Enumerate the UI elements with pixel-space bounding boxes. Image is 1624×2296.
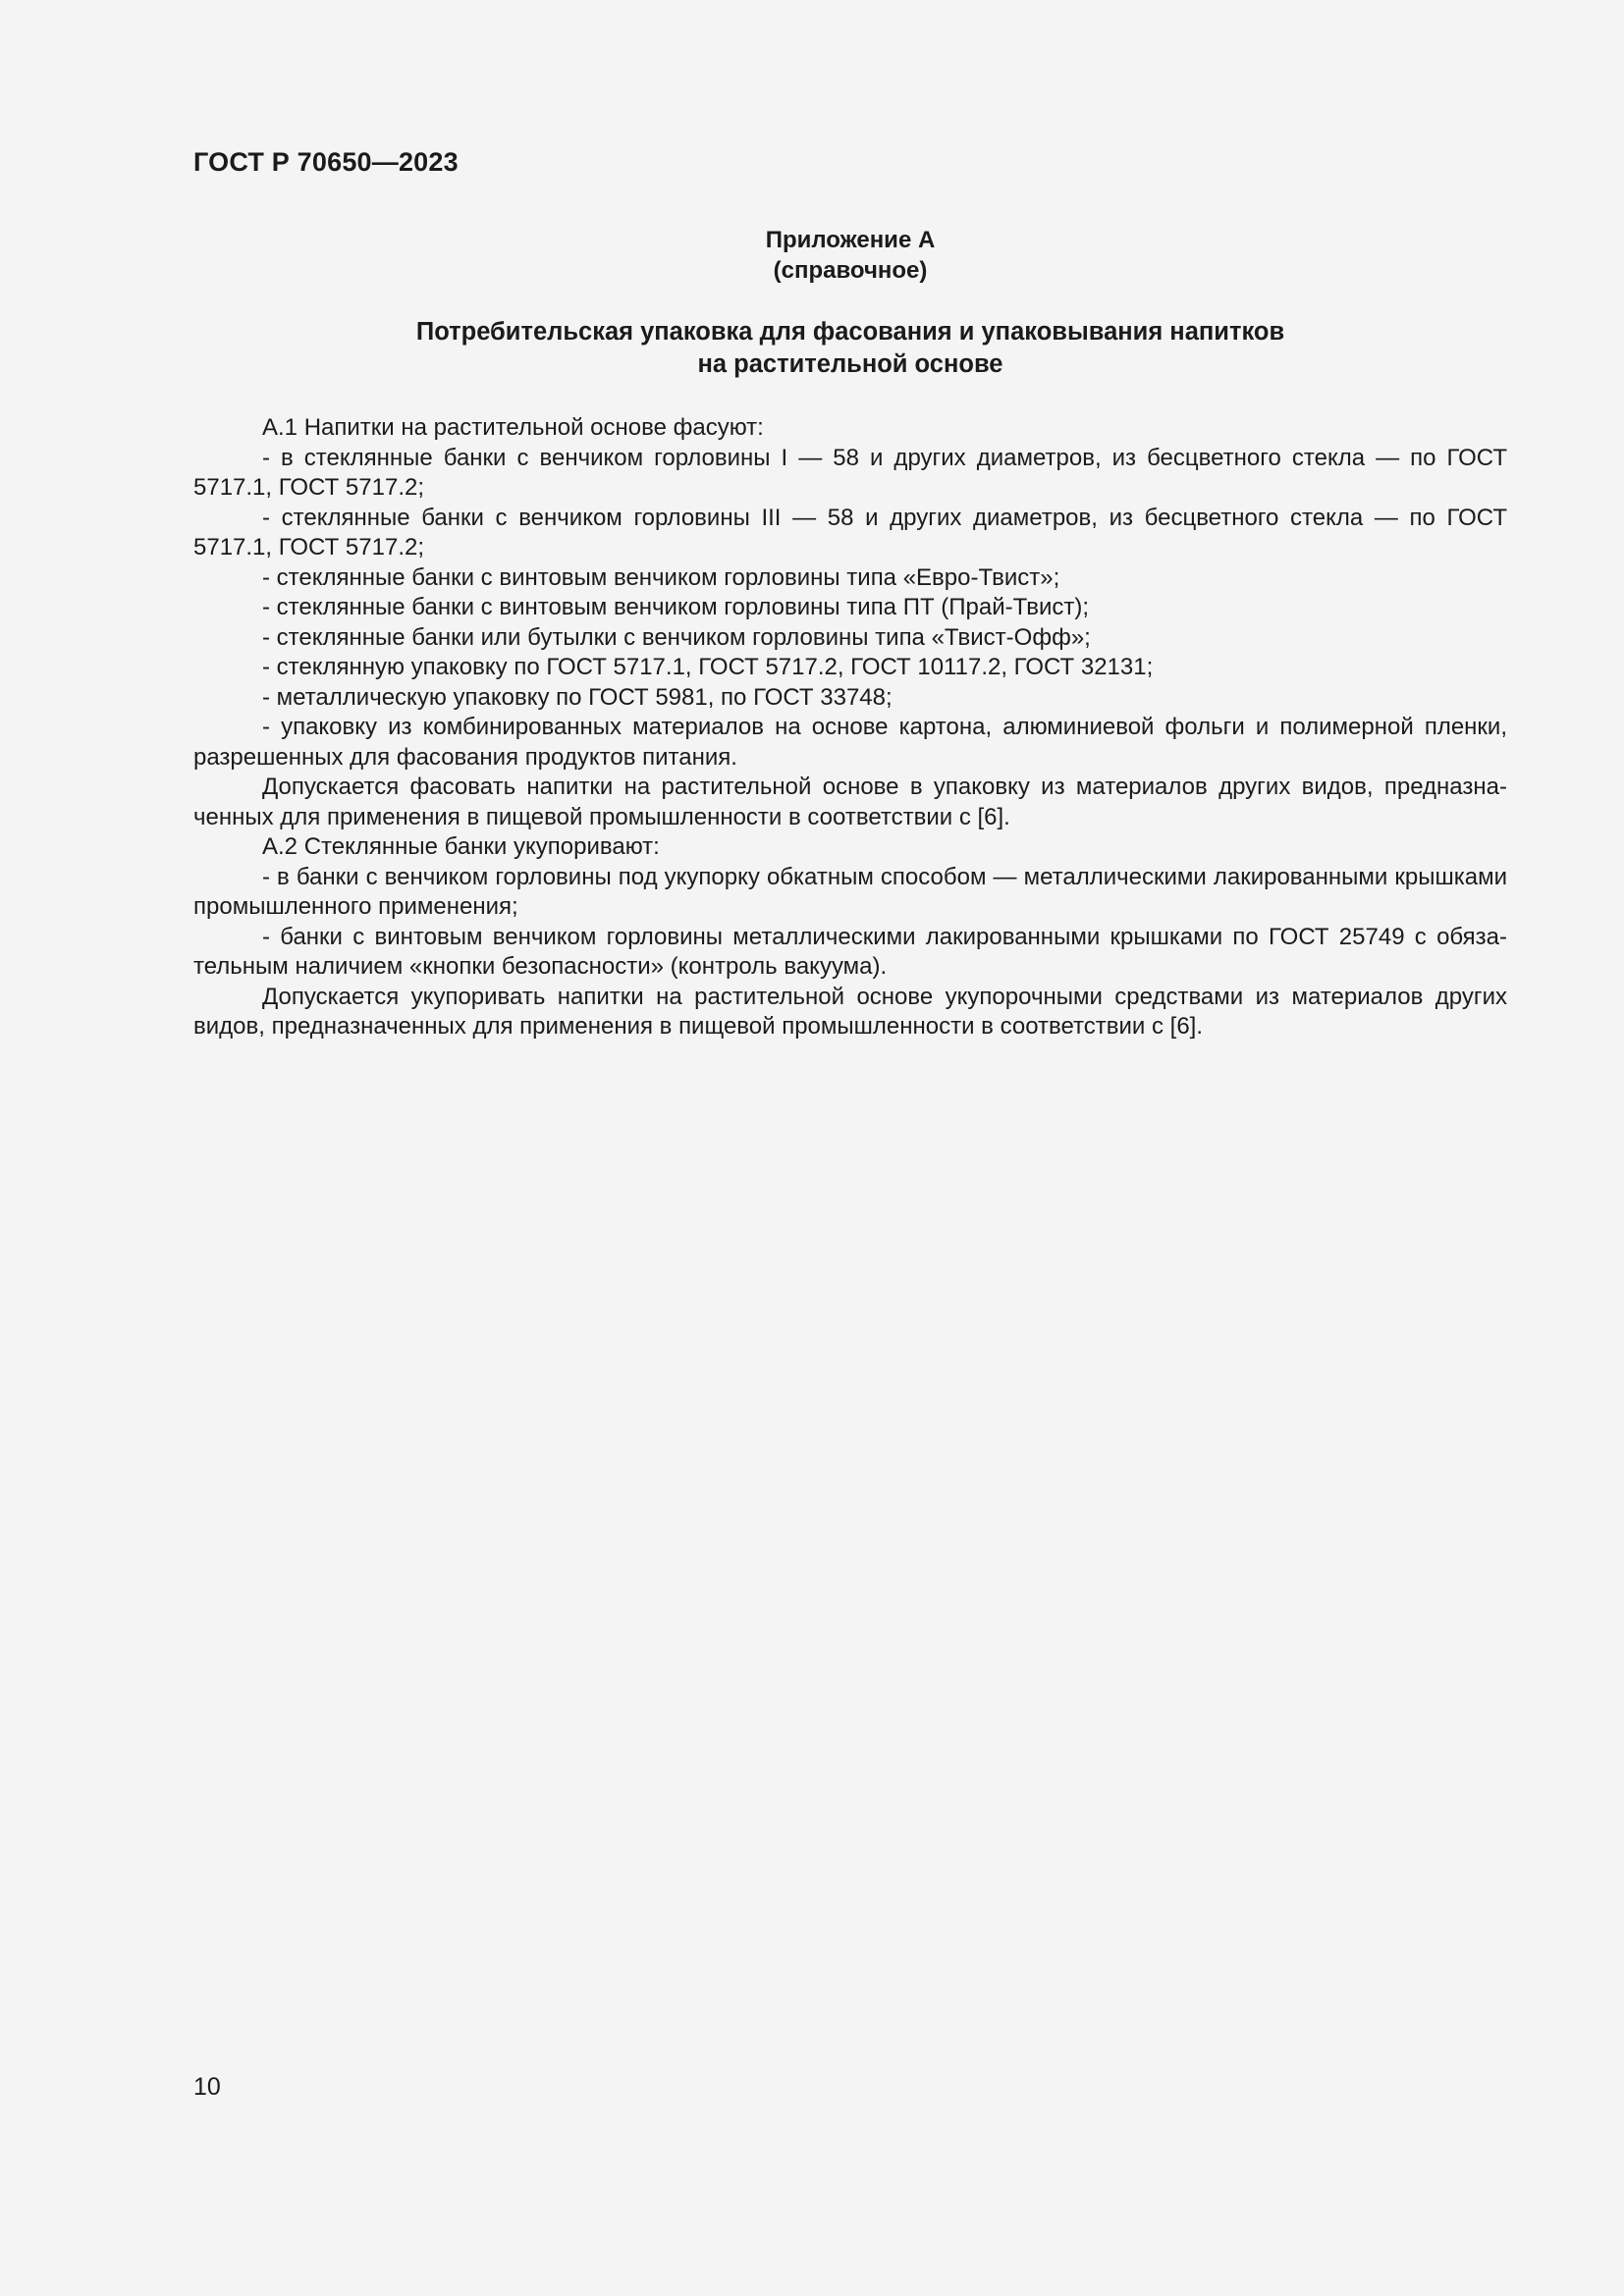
paragraph-a2-intro: А.2 Стеклянные банки укупоривают:	[262, 833, 660, 860]
appendix-type: (справочное)	[773, 257, 928, 284]
paragraph-allowance-sealing: Допускается укупоривать напитки на растительной основе укупорочными средствами из материалов других видов, предназначенных для применения в пищевой промышленности в соответствии с [6].	[193, 983, 1507, 1040]
paragraph-a1-intro: А.1 Напитки на растительной основе фасуют:	[262, 414, 764, 441]
page-number: 10	[193, 2073, 221, 2101]
appendix-heading	[193, 225, 1507, 286]
list-item: - в стеклянные банки с венчиком горловины I — 58 и других диаметров, из бесцветного стекла — по ГОСТ 5717.1, ГОСТ 5717.2;	[193, 444, 1507, 501]
paragraph-allowance-packing: Допускается фасовать напитки на растительной основе в упаковку из материалов других видов, предназначенных для применения в пищевой промышленности в соответствии с [6].	[193, 774, 1507, 830]
list-item: - стеклянные банки с венчиком горловины III — 58 и других диаметров, из бесцветного стекла — по ГОСТ 5717.1, ГОСТ 5717.2;	[193, 504, 1507, 561]
list-item: - стеклянные банки с винтовым венчиком горловины типа «Евро-Твист»;	[262, 563, 1060, 591]
list-item: - упаковку из комбинированных материалов на основе картона, алюминиевой фольги и полимерной пленки, разрешенных для фасования продуктов питания.	[193, 714, 1507, 771]
appendix-title-line1: Потребительская упаковка для фасования и упаковывания напитков	[415, 318, 1285, 346]
list-item: - стеклянные банки или бутылки с венчиком горловины типа «Твист-Офф»;	[262, 623, 1091, 651]
appendix-label: Приложение А	[765, 227, 936, 253]
appendix-title	[193, 316, 1507, 381]
list-item: - в банки с венчиком горловины под укупорку обкатным способом — металлическими лакированными крышками промышленного применения;	[193, 863, 1507, 920]
standard-code: ГОСТ Р 70650—2023	[193, 147, 459, 177]
body-text	[193, 413, 1507, 1042]
list-item: - стеклянную упаковку по ГОСТ 5717.1, ГОСТ 5717.2, ГОСТ 10117.2, ГОСТ 32131;	[262, 654, 1154, 680]
appendix-title-line2: на растительной основе	[697, 350, 1003, 378]
list-item: - банки с винтовым венчиком горловины металлическими лакированными крышками по ГОСТ 25749 с обязательным наличием «кнопки безопасности» (контроль вакуума).	[193, 923, 1507, 980]
list-item: - металлическую упаковку по ГОСТ 5981, по ГОСТ 33748;	[262, 683, 893, 711]
list-item: - стеклянные банки с винтовым венчиком горловины типа ПТ (Прай-Твист);	[262, 594, 1090, 620]
